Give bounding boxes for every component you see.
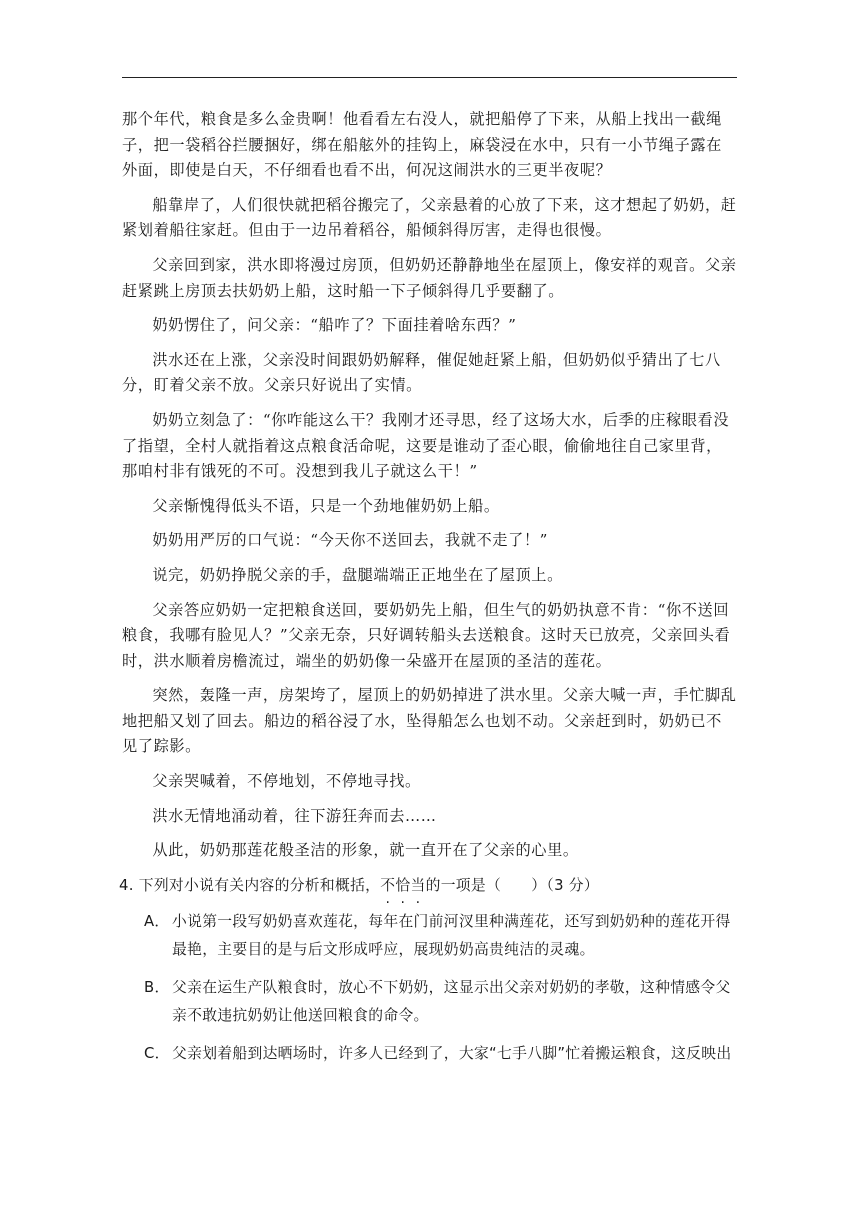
paragraph: 奶奶愣住了，问父亲：“船咋了？下面挂着啥东西？” bbox=[152, 316, 517, 335]
header-rule bbox=[122, 77, 737, 78]
paragraph: 从此，奶奶那莲花般圣洁的形象，就一直开在了父亲的心里。 bbox=[152, 841, 579, 860]
paragraph: 父亲惭愧得低头不语，只是一个劲地催奶奶上船。 bbox=[152, 496, 500, 515]
option-letter: B． bbox=[144, 979, 170, 997]
option-text: 父亲在运生产队粮食时，放心不下奶奶，这显示出父亲对奶奶的孝敬，这种情感令父亲不敢违抗奶奶让他送回粮食的命令。 bbox=[172, 979, 731, 1025]
option-c bbox=[122, 1040, 737, 1068]
option-letter: A． bbox=[144, 913, 170, 931]
option-text: 小说第一段写奶奶喜欢莲花，每年在门前河汊里种满莲花，还写到奶奶种的莲花开得最艳，主要目的是与后文形成呼应，展现奶奶高贵纯洁的灵魂。 bbox=[172, 913, 731, 959]
paragraph: 突然，轰隆一声，房架垮了，屋顶上的奶奶掉进了洪水里。父亲大喊一声，手忙脚乱地把船又划了回去。船边的稻谷浸了水，坠得船怎么也划不动。父亲赶到时，奶奶已不见了踪影。 bbox=[122, 686, 737, 756]
paragraph: 那个年代，粮食是多么金贵啊！他看看左右没人，就把船停了下来，从船上找出一截绳子，把一袋稻谷拦腰捆好，绑在船舷外的挂钩上，麻袋浸在水中，只有一小节绳子露在外面，即使是白天，不仔细看也看不出，何况这闹洪水的三更半夜呢？ bbox=[122, 110, 722, 180]
emphasis-char: 当 bbox=[410, 876, 426, 894]
paragraph: 说完，奶奶挣脱父亲的手，盘腿端端正正地坐在了屋顶上。 bbox=[152, 565, 563, 584]
option-b bbox=[122, 974, 737, 1030]
paragraph: 洪水无情地涌动着，往下游狂奔而去…… bbox=[152, 806, 437, 825]
paragraph: 父亲回到家，洪水即将漫过房顶，但奶奶还静静地坐在屋顶上，像安祥的观音。父亲赶紧跳上房顶去扶奶奶上船，这时船一下子倾斜得几乎要翻了。 bbox=[122, 255, 737, 300]
paragraph: 奶奶立刻急了：“你咋能这么干？我刚才还寻思，经了这场大水，后季的庄稼眼看没了指望，全村人就指着这点粮食活命呢，这要是谁动了歪心眼，偷偷地往自己家里背，那咱村非有饿死的不可。没想到我儿子就这么干！” bbox=[122, 410, 730, 481]
question-stem bbox=[119, 873, 737, 899]
option-text: 父亲划着船到达晒场时，许多人已经到了，大家“七手八脚”忙着搬运粮食，这反映出 bbox=[172, 1045, 732, 1063]
option-a bbox=[122, 908, 737, 964]
option-letter: C． bbox=[144, 1045, 170, 1063]
paragraph: 船靠岸了，人们很快就把稻谷搬完了，父亲悬着的心放了下来，这才想起了奶奶，赶紧划着船往家赶。但由于一边吊着稻谷，船倾斜得厉害，走得也很慢。 bbox=[122, 195, 737, 240]
question-prefix: 4. 下列对小说有关内容的分析和概括， bbox=[119, 876, 381, 894]
paragraph: 父亲哭喊着，不停地划，不停地寻找。 bbox=[152, 772, 421, 791]
story-text bbox=[119, 107, 737, 1078]
paragraph: 父亲答应奶奶一定把粮食送回，要奶奶先上船，但生气的奶奶执意不肯：“你不送回粮食，我哪有脸见人？”父亲无奈，只好调转船头去送粮食。这时天已放亮，父亲回头看时，洪水顺着房檐流过，端坐的奶奶像一朵盛开在屋顶的圣洁的莲花。 bbox=[122, 600, 731, 670]
emphasis-char: 恰 bbox=[395, 876, 411, 894]
paragraph: 洪水还在上涨，父亲没时间跟奶奶解释，催促她赶紧上船，但奶奶似乎猜出了七八分，盯着父亲不放。父亲只好说出了实情。 bbox=[122, 350, 721, 395]
paragraph: 奶奶用严厉的口气说：“今天你不送回去，我就不走了！” bbox=[152, 531, 549, 550]
emphasis-char: 不 bbox=[380, 876, 396, 894]
question-suffix: 的一项是（ ）（3 分） bbox=[425, 876, 599, 894]
